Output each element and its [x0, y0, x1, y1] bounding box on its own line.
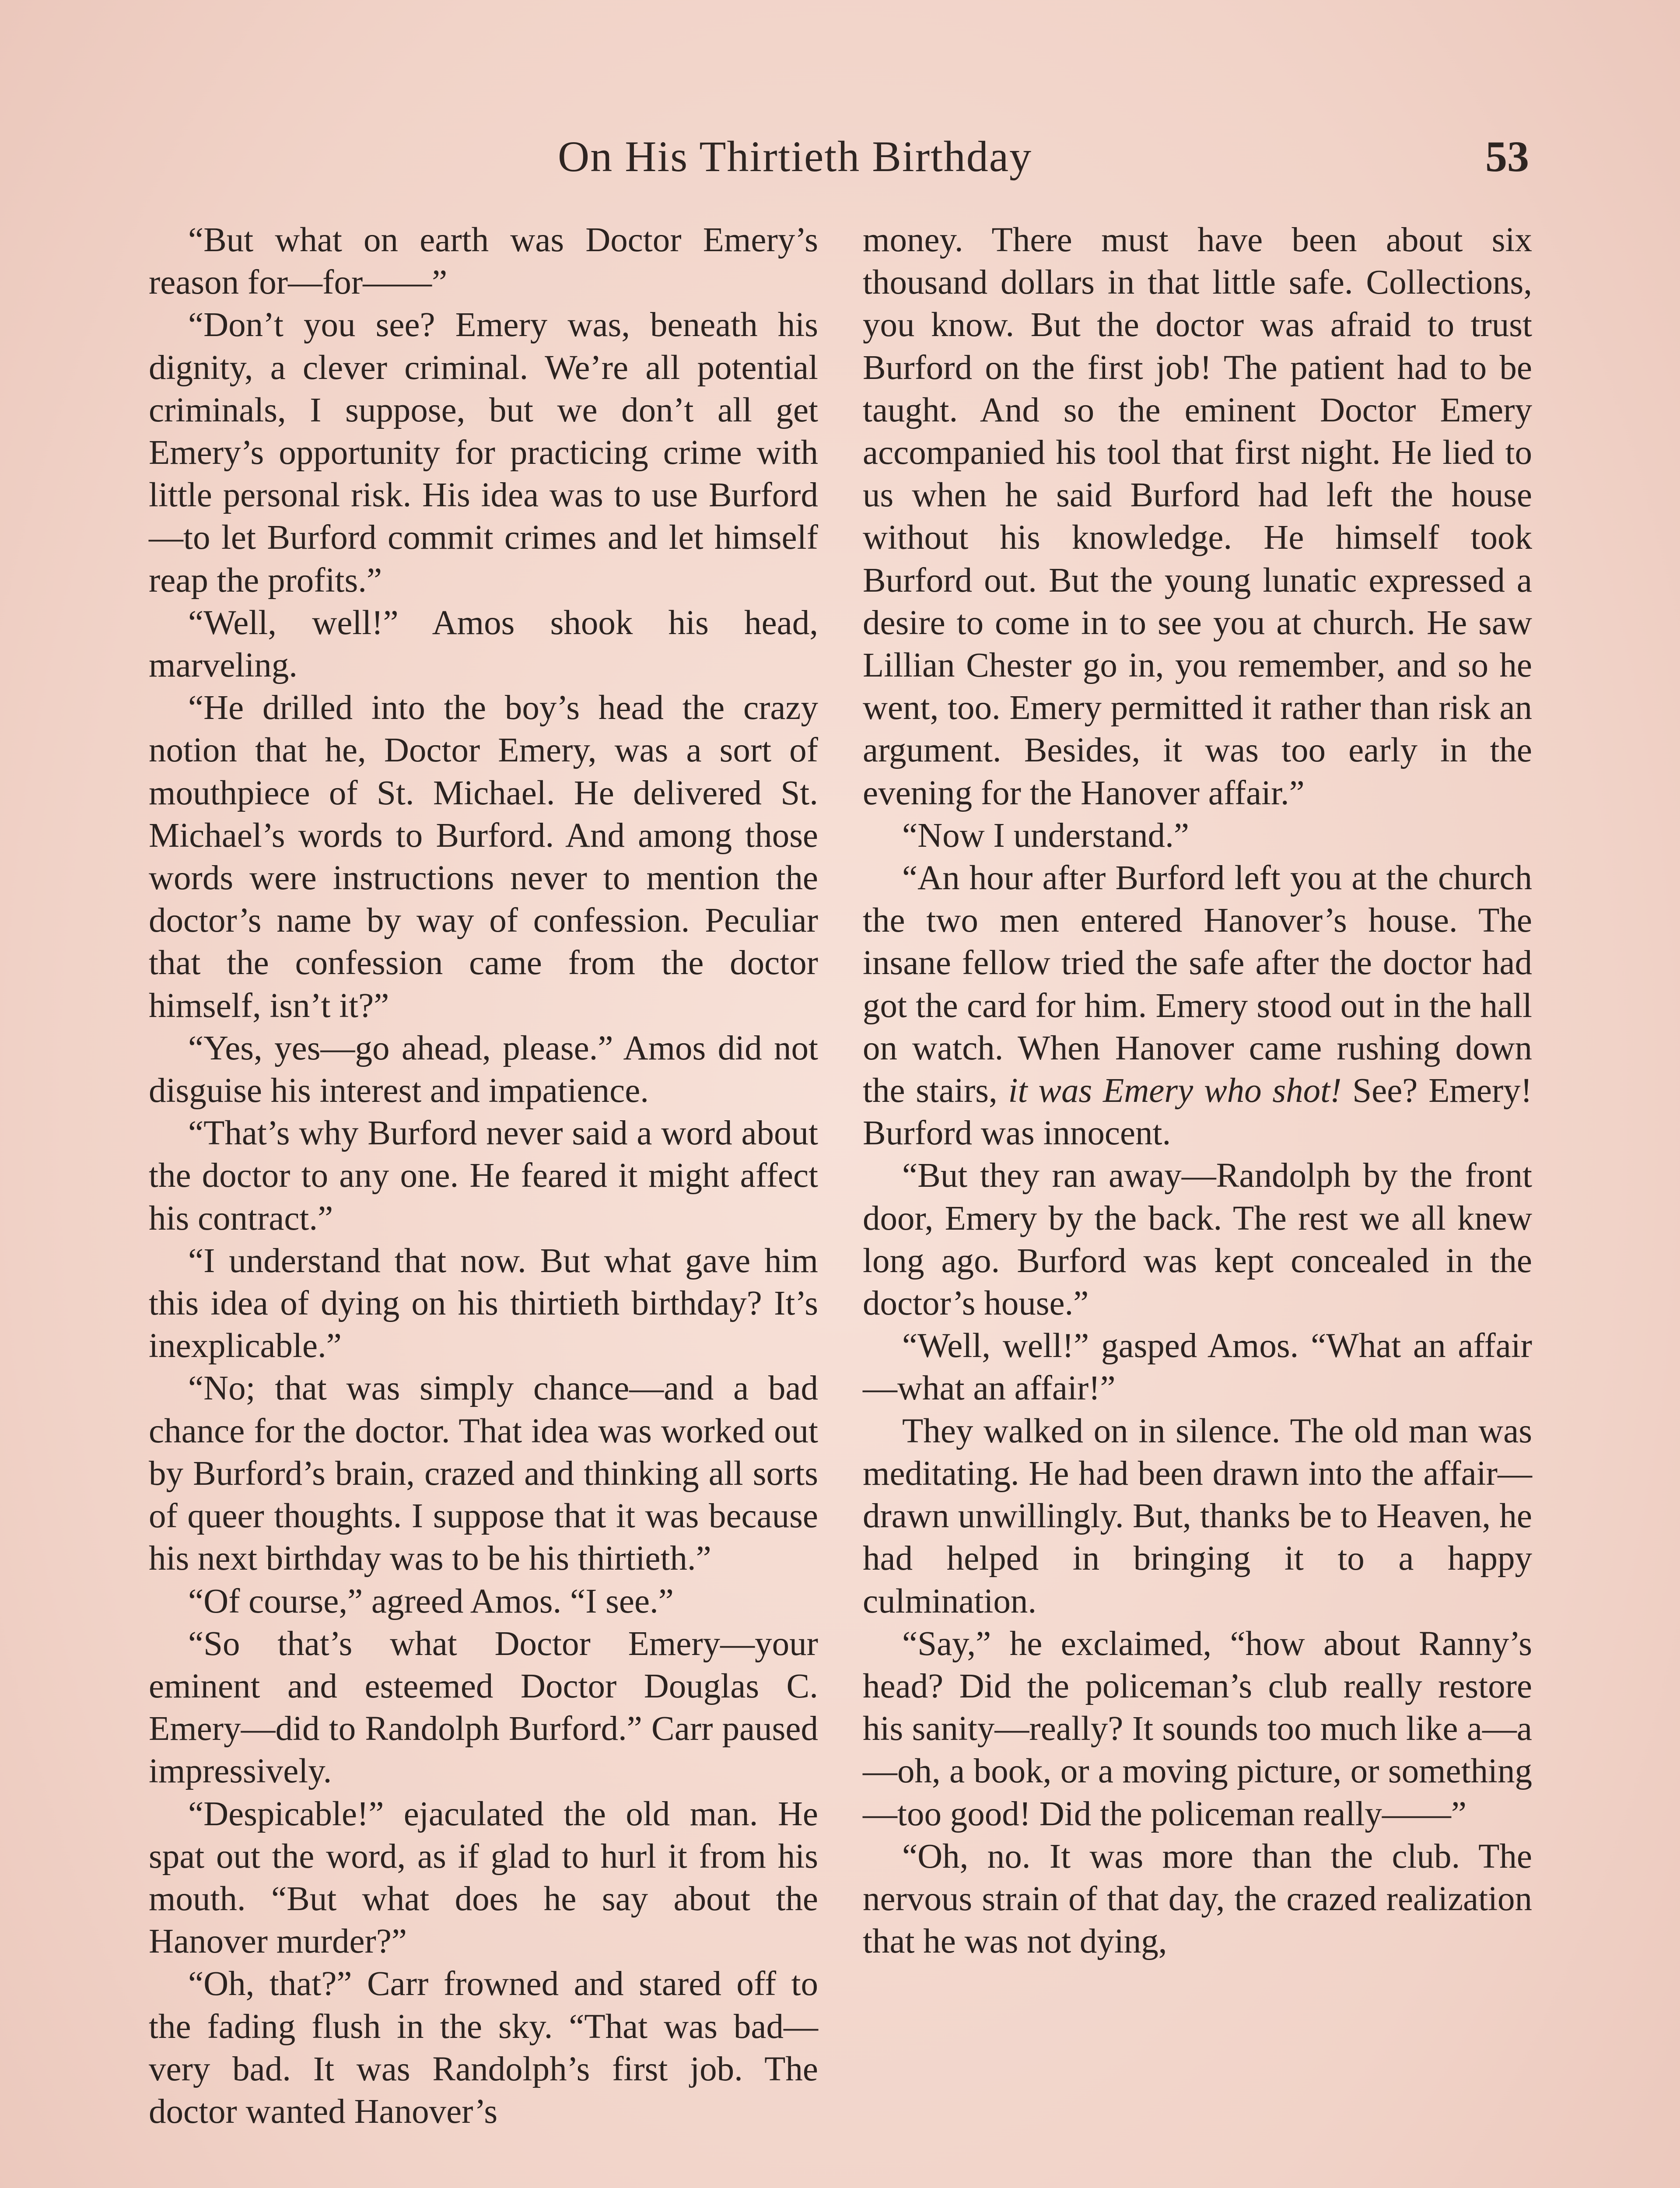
paragraph: “Yes, yes—go ahead, please.” Amos did not disguise his interest and impatience.: [149, 1029, 818, 1110]
paragraph: “But they ran away—Randolph by the front door, Emery by the back. The rest we all knew long ago. Burford was kept concealed in the doctor’s house.”: [863, 1157, 1532, 1323]
paragraph: “Now I understand.”: [902, 816, 1189, 855]
paragraph: “Oh, that?” Carr frowned and stared off to the fading flush in the sky. “That was bad—very bad. It was Randolph’s first job. The doctor wanted Hanover’s: [149, 1965, 818, 2131]
paragraph: “No; that was simply chance—and a bad chance for the doctor. That idea was worked out by Burford’s brain, crazed and thinking all sorts of queer thoughts. I suppose that it was because his next birthday was to be his thirtieth.”: [149, 1369, 818, 1578]
paragraph: “That’s why Burford never said a word about the doctor to any one. He feared it might affect his contract.”: [149, 1114, 818, 1238]
paragraph: [863, 857, 1532, 1154]
paragraph: “He drilled into the boy’s head the crazy notion that he, Doctor Emery, was a sort of mouthpiece of St. Michael. He delivered St. Michael’s words to Burford. And among those words were instructions never to mention the doctor’s name by way of confession. Peculiar that the confession came from the doctor himself, isn’t it?”: [149, 689, 818, 1025]
paragraph: “Of course,” agreed Amos. “I see.”: [188, 1582, 674, 1620]
paragraph: “But what on earth was Doctor Emery’s reason for—for——”: [149, 221, 818, 302]
italic-emphasis: it was Emery who shot!: [1008, 1072, 1342, 1110]
paragraph: “I understand that now. But what gave him this idea of dying on his thirtieth birthday? It’s inexplicable.”: [149, 1241, 818, 1365]
paragraph-text: “An hour after Burford left you at the church the two men entered Hanover’s house. The insane fellow tried the safe after the doctor had got the card for him. Emery stood out in the hall on watch. When Hanover came rushing down the stairs,: [863, 859, 1532, 1110]
paragraph: “Well, well!” Amos shook his head, marveling.: [149, 603, 818, 685]
paragraph: “Despicable!” ejaculated the old man. He spat out the word, as if glad to hurl it from his mouth. “But what does he say about the Hanover murder?”: [149, 1795, 818, 1961]
right-column: [863, 219, 1532, 1963]
paragraph-continued: money. There must have been about six thousand dollars in that little safe. Collections, you know. But the doctor was afraid to trust Burford on the first job! The patient had to be taught. And so the eminent Doctor Emery accompanied his tool that first night. He lied to us when he said Burford had left the house without his knowledge. He himself took Burford out. But the young lunatic expressed a desire to come in to see you at church. He saw Lillian Chester go in, you remember, and so he went, too. Emery permitted it rather than risk an argument. Besides, it was too early in the evening for the Hanover affair.”: [863, 221, 1532, 812]
running-title: On His Thirtieth Birthday: [558, 132, 1032, 181]
paragraph: They walked on in silence. The old man was meditating. He had been drawn into the affair—drawn unwillingly. But, thanks be to Heaven, he had helped in bringing it to a happy culmination.: [863, 1412, 1532, 1620]
paragraph: “Say,” he exclaimed, “how about Ranny’s head? Did the policeman’s club really restore his sanity—really? It sounds too much like a—a—oh, a book, or a moving picture, or something—too good! Did the policeman really——”: [863, 1624, 1532, 1833]
page-number: 53: [1485, 132, 1529, 181]
paragraph-text: See? Emery! Burford was innocent.: [863, 1072, 1532, 1153]
paragraph: “Oh, no. It was more than the club. The nervous strain of that day, the crazed realization that he was not dying,: [863, 1837, 1532, 1961]
paragraph: “Well, well!” gasped Amos. “What an affair—what an affair!”: [863, 1327, 1532, 1408]
paragraph: “So that’s what Doctor Emery—your eminent and esteemed Doctor Douglas C. Emery—did to Randolph Burford.” Carr paused impressively.: [149, 1624, 818, 1791]
paragraph: “Don’t you see? Emery was, beneath his dignity, a clever criminal. We’re all potential criminals, I suppose, but we don’t all get Emery’s opportunity for practicing crime with little personal risk. His idea was to use Burford—to let Burford commit crimes and let himself reap the profits.”: [149, 306, 818, 600]
left-column: [149, 219, 818, 2133]
